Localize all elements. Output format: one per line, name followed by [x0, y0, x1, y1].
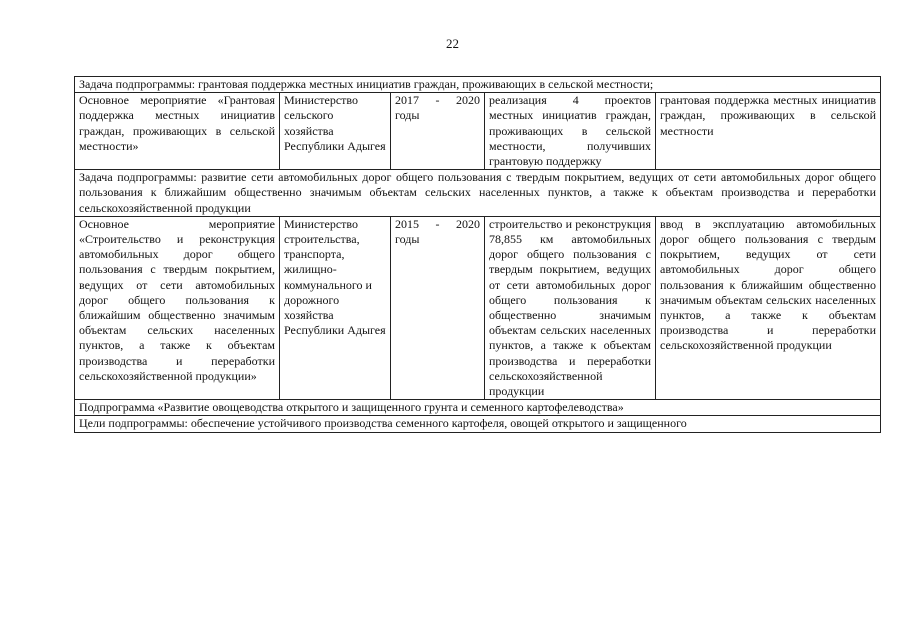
- table-row: [75, 93, 881, 170]
- period-cell: 2017 - 2020 годы: [391, 93, 485, 170]
- period-cell: 2015 - 2020 годы: [391, 216, 485, 399]
- subprogram-title: Подпрограмма «Развитие овощеводства открытого и защищенного грунта и семенного картофелеводства»: [75, 400, 881, 416]
- task-text-1: Задача подпрограммы: грантовая поддержка местных инициатив граждан, проживающих в сельской местности;: [75, 77, 881, 93]
- result-cell: строительство и реконструкция 78,855 км автомобильных дорог общего пользования с твердым покрытием, ведущих от сети автомобильных дорог общего пользования к общественно значимым объектам сельских населенных пунктов, а также к объектам производства и переработки сельскохозяйственной продукции: [485, 216, 656, 399]
- task-row-2: [75, 170, 881, 217]
- table-row: [75, 216, 881, 399]
- executor-cell: Министерство строительства, транспорта, жилищно-коммунального и дорожного хозяйства Республики Адыгея: [280, 216, 391, 399]
- result-cell: реализация 4 проектов местных инициатив граждан, проживающих в сельской местности, получивших грантовую поддержку: [485, 93, 656, 170]
- consequence-cell: ввод в эксплуатацию автомобильных дорог общего пользования с твердым покрытием, ведущих от сети автомобильных дорог общего пользования к ближайшим общественно значимым объектам сельских населенных пунктов, а также к объектам производства и переработки сельскохозяйственной продукции: [656, 216, 881, 399]
- page-number: 22: [446, 36, 459, 51]
- task-text-2: Задача подпрограммы: развитие сети автомобильных дорог общего пользования с твердым покрытием, ведущих от сети автомобильных дорог общего пользования к ближайшим общественно значимым объектам сельских населенных пунктов, а также к объектам производства и переработки сельскохозяйственной продукции: [75, 170, 881, 217]
- event-cell: Основное мероприятие «Грантовая поддержка местных инициатив граждан, проживающих в сельской местности»: [75, 93, 280, 170]
- goals-text: Цели подпрограммы: обеспечение устойчивого производства семенного картофеля, овощей открытого и защищенного: [75, 416, 881, 432]
- executor-cell: Министерство сельского хозяйства Республики Адыгея: [280, 93, 391, 170]
- program-table: [74, 76, 881, 433]
- task-row-1: [75, 77, 881, 93]
- subprogram-row: [75, 400, 881, 416]
- consequence-cell: грантовая поддержка местных инициатив граждан, проживающих в сельской местности: [656, 93, 881, 170]
- goals-row: [75, 416, 881, 432]
- event-cell: Основное мероприятие «Строительство и реконструкция автомобильных дорог общего пользования с твердым покрытием, ведущих от сети автомобильных дорог общего пользования к ближайшим общественно значимым объектам сельских населенных пунктов, а также к объектам производства и переработки сельскохозяйственной продукции»: [75, 216, 280, 399]
